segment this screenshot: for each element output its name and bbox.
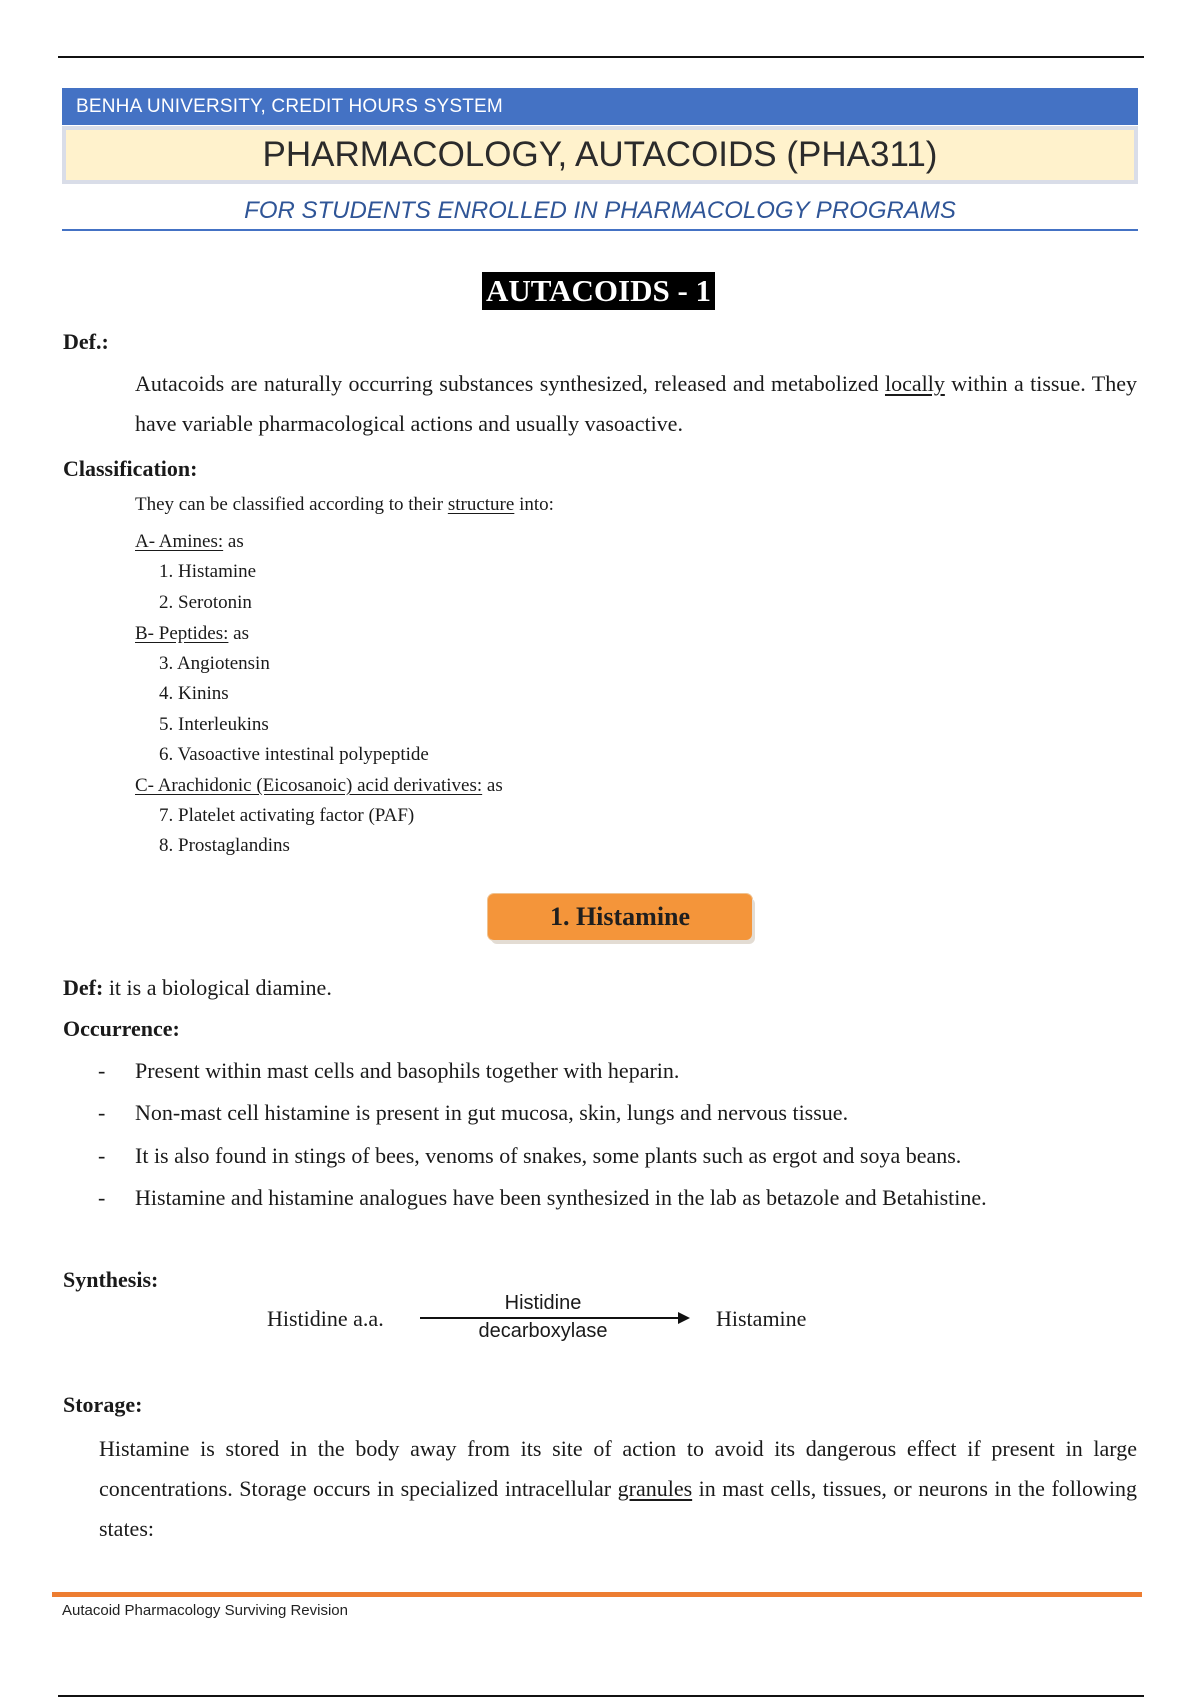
definition-heading: Def.:	[63, 329, 109, 354]
reaction-substrate: Histidine a.a.	[267, 1306, 384, 1331]
list-item: 2. Serotonin	[159, 592, 252, 613]
classification-heading: Classification:	[63, 456, 198, 481]
top-rule	[58, 56, 1144, 58]
group-b-label: B- Peptides: as	[135, 623, 249, 644]
bullet-dash: -	[98, 1100, 106, 1125]
lecture-title: AUTACOIDS - 1	[482, 272, 715, 310]
storage-paragraph: Histamine is stored in the body away from its site of action to avoid its dangerous effect if present in large concentrations. Storage occurs in specialized intracellular granules in mast cells, tissues, or neurons in the following states:	[99, 1436, 1137, 1541]
histamine-section-title: 1. Histamine	[488, 894, 752, 940]
group-a-label: A- Amines: as	[135, 531, 244, 552]
histamine-definition: Def: it is a biological diamine.	[63, 975, 332, 1000]
occurrence-heading: Occurrence:	[63, 1016, 180, 1041]
list-item: 5. Interleukins	[159, 714, 269, 735]
list-item: 1. Histamine	[159, 561, 257, 582]
bullet-dash: -	[98, 1143, 106, 1168]
course-title: PHARMACOLOGY, AUTACOIDS (PHA311)	[62, 126, 1138, 184]
enzyme-name: decarboxylase	[478, 1320, 608, 1342]
list-item: - Non-mast cell histamine is present in gut mucosa, skin, lungs and nervous tissue.	[0, 1093, 1200, 1133]
reaction-product: Histamine	[716, 1306, 807, 1331]
bullet-dash: -	[98, 1058, 106, 1083]
list-item: - Present within mast cells and basophils together with heparin.	[0, 1051, 1200, 1091]
group-c-label: C- Arachidonic (Eicosanoic) acid derivatives: as	[135, 775, 503, 796]
synthesis-heading: Synthesis:	[63, 1267, 159, 1292]
footer-text: Autacoid Pharmacology Surviving Revision	[62, 1602, 348, 1619]
synthesis-reaction	[0, 1292, 1200, 1356]
list-item: 7. Platelet activating factor (PAF)	[159, 805, 415, 826]
reaction-arrow-icon	[420, 1311, 690, 1325]
bullet-dash: -	[98, 1185, 106, 1210]
course-subtitle: FOR STUDENTS ENROLLED IN PHARMACOLOGY PROGRAMS	[244, 197, 956, 224]
list-item: 3. Angiotensin	[159, 653, 270, 674]
definition-paragraph: Autacoids are naturally occurring substances synthesized, released and metabolized locally within a tissue. They have variable pharmacological actions and usually vasoactive.	[135, 371, 1137, 436]
enzyme-name: Histidine	[504, 1292, 582, 1314]
classification-intro: They can be classified according to their structure into:	[135, 494, 554, 515]
list-item: 4. Kinins	[159, 683, 229, 704]
list-item: - It is also found in stings of bees, venoms of snakes, some plants such as ergot and soya beans.	[0, 1136, 1200, 1176]
list-item: 8. Prostaglandins	[159, 835, 290, 856]
list-item: - Histamine and histamine analogues have been synthesized in the lab as betazole and Betahistine.	[0, 1178, 1200, 1218]
footer-rule	[52, 1592, 1142, 1597]
bottom-rule	[58, 1695, 1144, 1697]
subtitle-rule	[62, 229, 1138, 231]
storage-heading: Storage:	[63, 1392, 143, 1417]
list-item: 6. Vasoactive intestinal polypeptide	[159, 744, 429, 765]
university-banner: BENHA UNIVERSITY, CREDIT HOURS SYSTEM	[62, 88, 1138, 125]
